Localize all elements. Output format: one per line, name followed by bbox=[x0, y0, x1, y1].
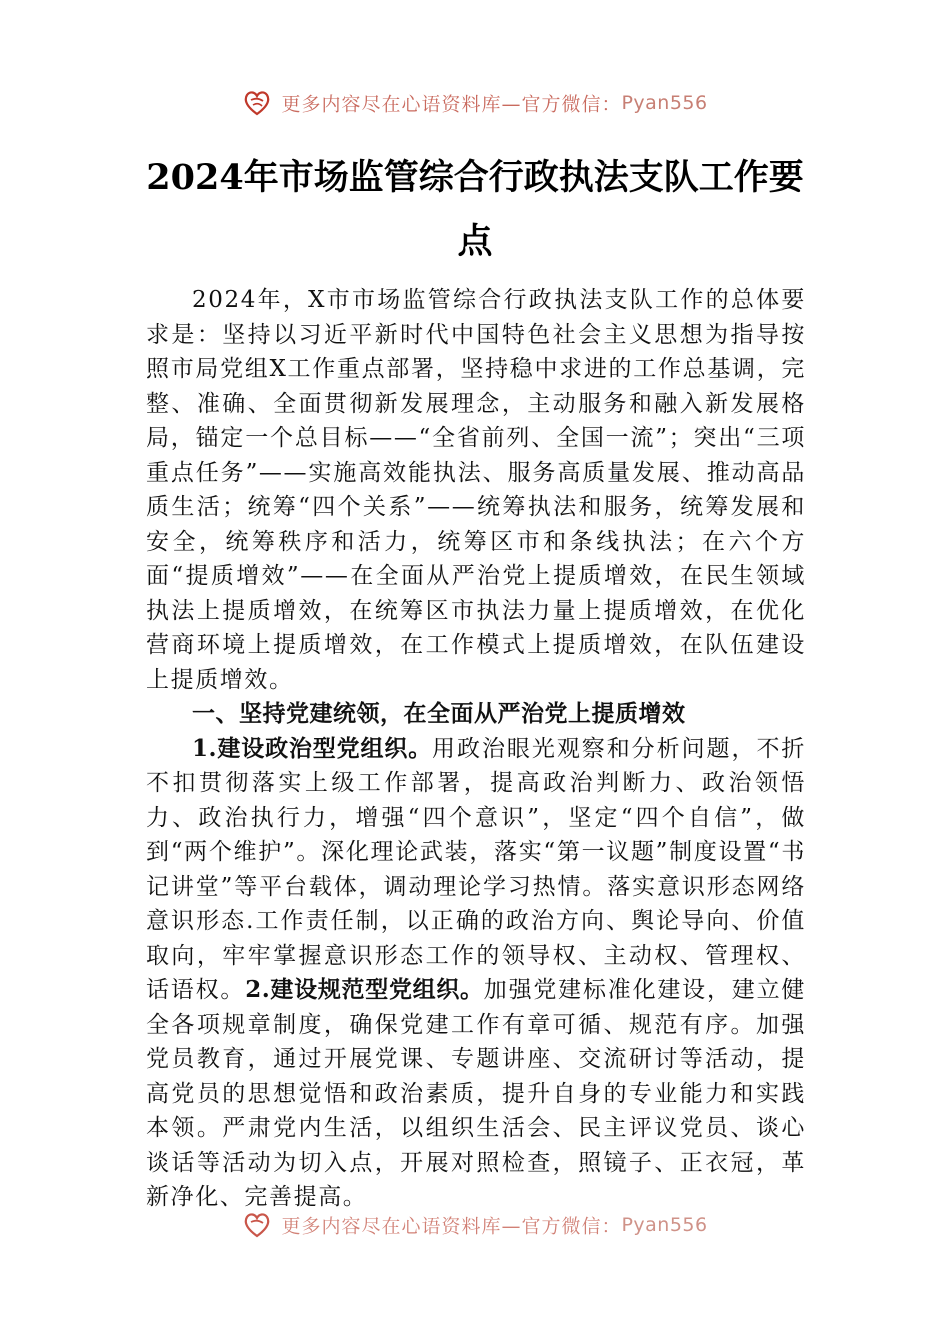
document-title bbox=[130, 146, 820, 274]
watermark-top bbox=[0, 88, 950, 118]
section-1-paragraph bbox=[146, 732, 806, 1215]
document-body bbox=[146, 283, 806, 1215]
watermark-text: 更多内容尽在心语资料库—官方微信： bbox=[281, 93, 622, 116]
item-1-lead: 1.建设政治型党组织。 bbox=[192, 734, 433, 762]
item-1-body: 用政治眼光观察和分析问题，不折不扣贯彻落实上级工作部署，提高政治判断力、政治领悟力、政治执行力，增强“四个意识”，坚定“四个自信”，做到“两个维护”。深化理论武装，落实“第一议题”制度设置“书记讲堂”等平台载体，调动理论学习热情。落实意识形态网络意识形态.工作责任制，以正确的政治方向、舆论导向、价值取向，牢牢掌握意识形态工作的领导权、主动权、管理权、话语权。 bbox=[146, 735, 806, 1003]
item-2-body: 加强党建标准化建设，建立健全各项规章制度，确保党建工作有章可循、规范有序。加强党员教育，通过开展党课、专题讲座、交流研讨等活动，提高党员的思想觉悟和政治素质，提升自身的专业能力和实践本领。严肃党内生活，以组织生活会、民主评议党员、谈心谈话等活动为切入点，开展对照检查，照镜子、正衣冠，革新净化、完善提高。 bbox=[146, 977, 806, 1210]
heart-logo-icon bbox=[242, 1210, 272, 1240]
heart-logo-icon bbox=[242, 88, 272, 118]
watermark-id: Pyan556 bbox=[621, 92, 708, 114]
section-1-heading: 一、坚持党建统领，在全面从严治党上提质增效 bbox=[192, 700, 686, 727]
watermark-text: 更多内容尽在心语资料库—官方微信： bbox=[281, 1215, 622, 1238]
watermark-bottom bbox=[0, 1210, 950, 1240]
intro-paragraph: 2024年，X市市场监管综合行政执法支队工作的总体要求是：坚持以习近平新时代中国特色社会主义思想为指导按照市局党组X工作重点部署，坚持稳中求进的工作总基调，完整、准确、全面贯彻新发展理念，主动服务和融入新发展格局，锚定一个总目标——“全省前列、全国一流”；突出“三项重点任务”——实施高效能执法、服务高质量发展、推动高品质生活；统筹“四个关系”——统筹执法和服务，统筹发展和安全，统筹秩序和活力，统筹区市和条线执法；在六个方面“提质增效”——在全面从严治党上提质增效，在民生领域执法上提质增效，在统筹区市执法力量上提质增效，在优化营商环境上提质增效，在工作模式上提质增效，在队伍建设上提质增效。 bbox=[146, 287, 806, 693]
watermark-id: Pyan556 bbox=[621, 1214, 708, 1236]
item-2-lead: 2.建设规范型党组织。 bbox=[245, 976, 484, 1003]
title-line-2: 点 bbox=[457, 221, 493, 262]
title-line-1: 2024年市场监管综合行政执法支队工作要 bbox=[146, 157, 804, 198]
